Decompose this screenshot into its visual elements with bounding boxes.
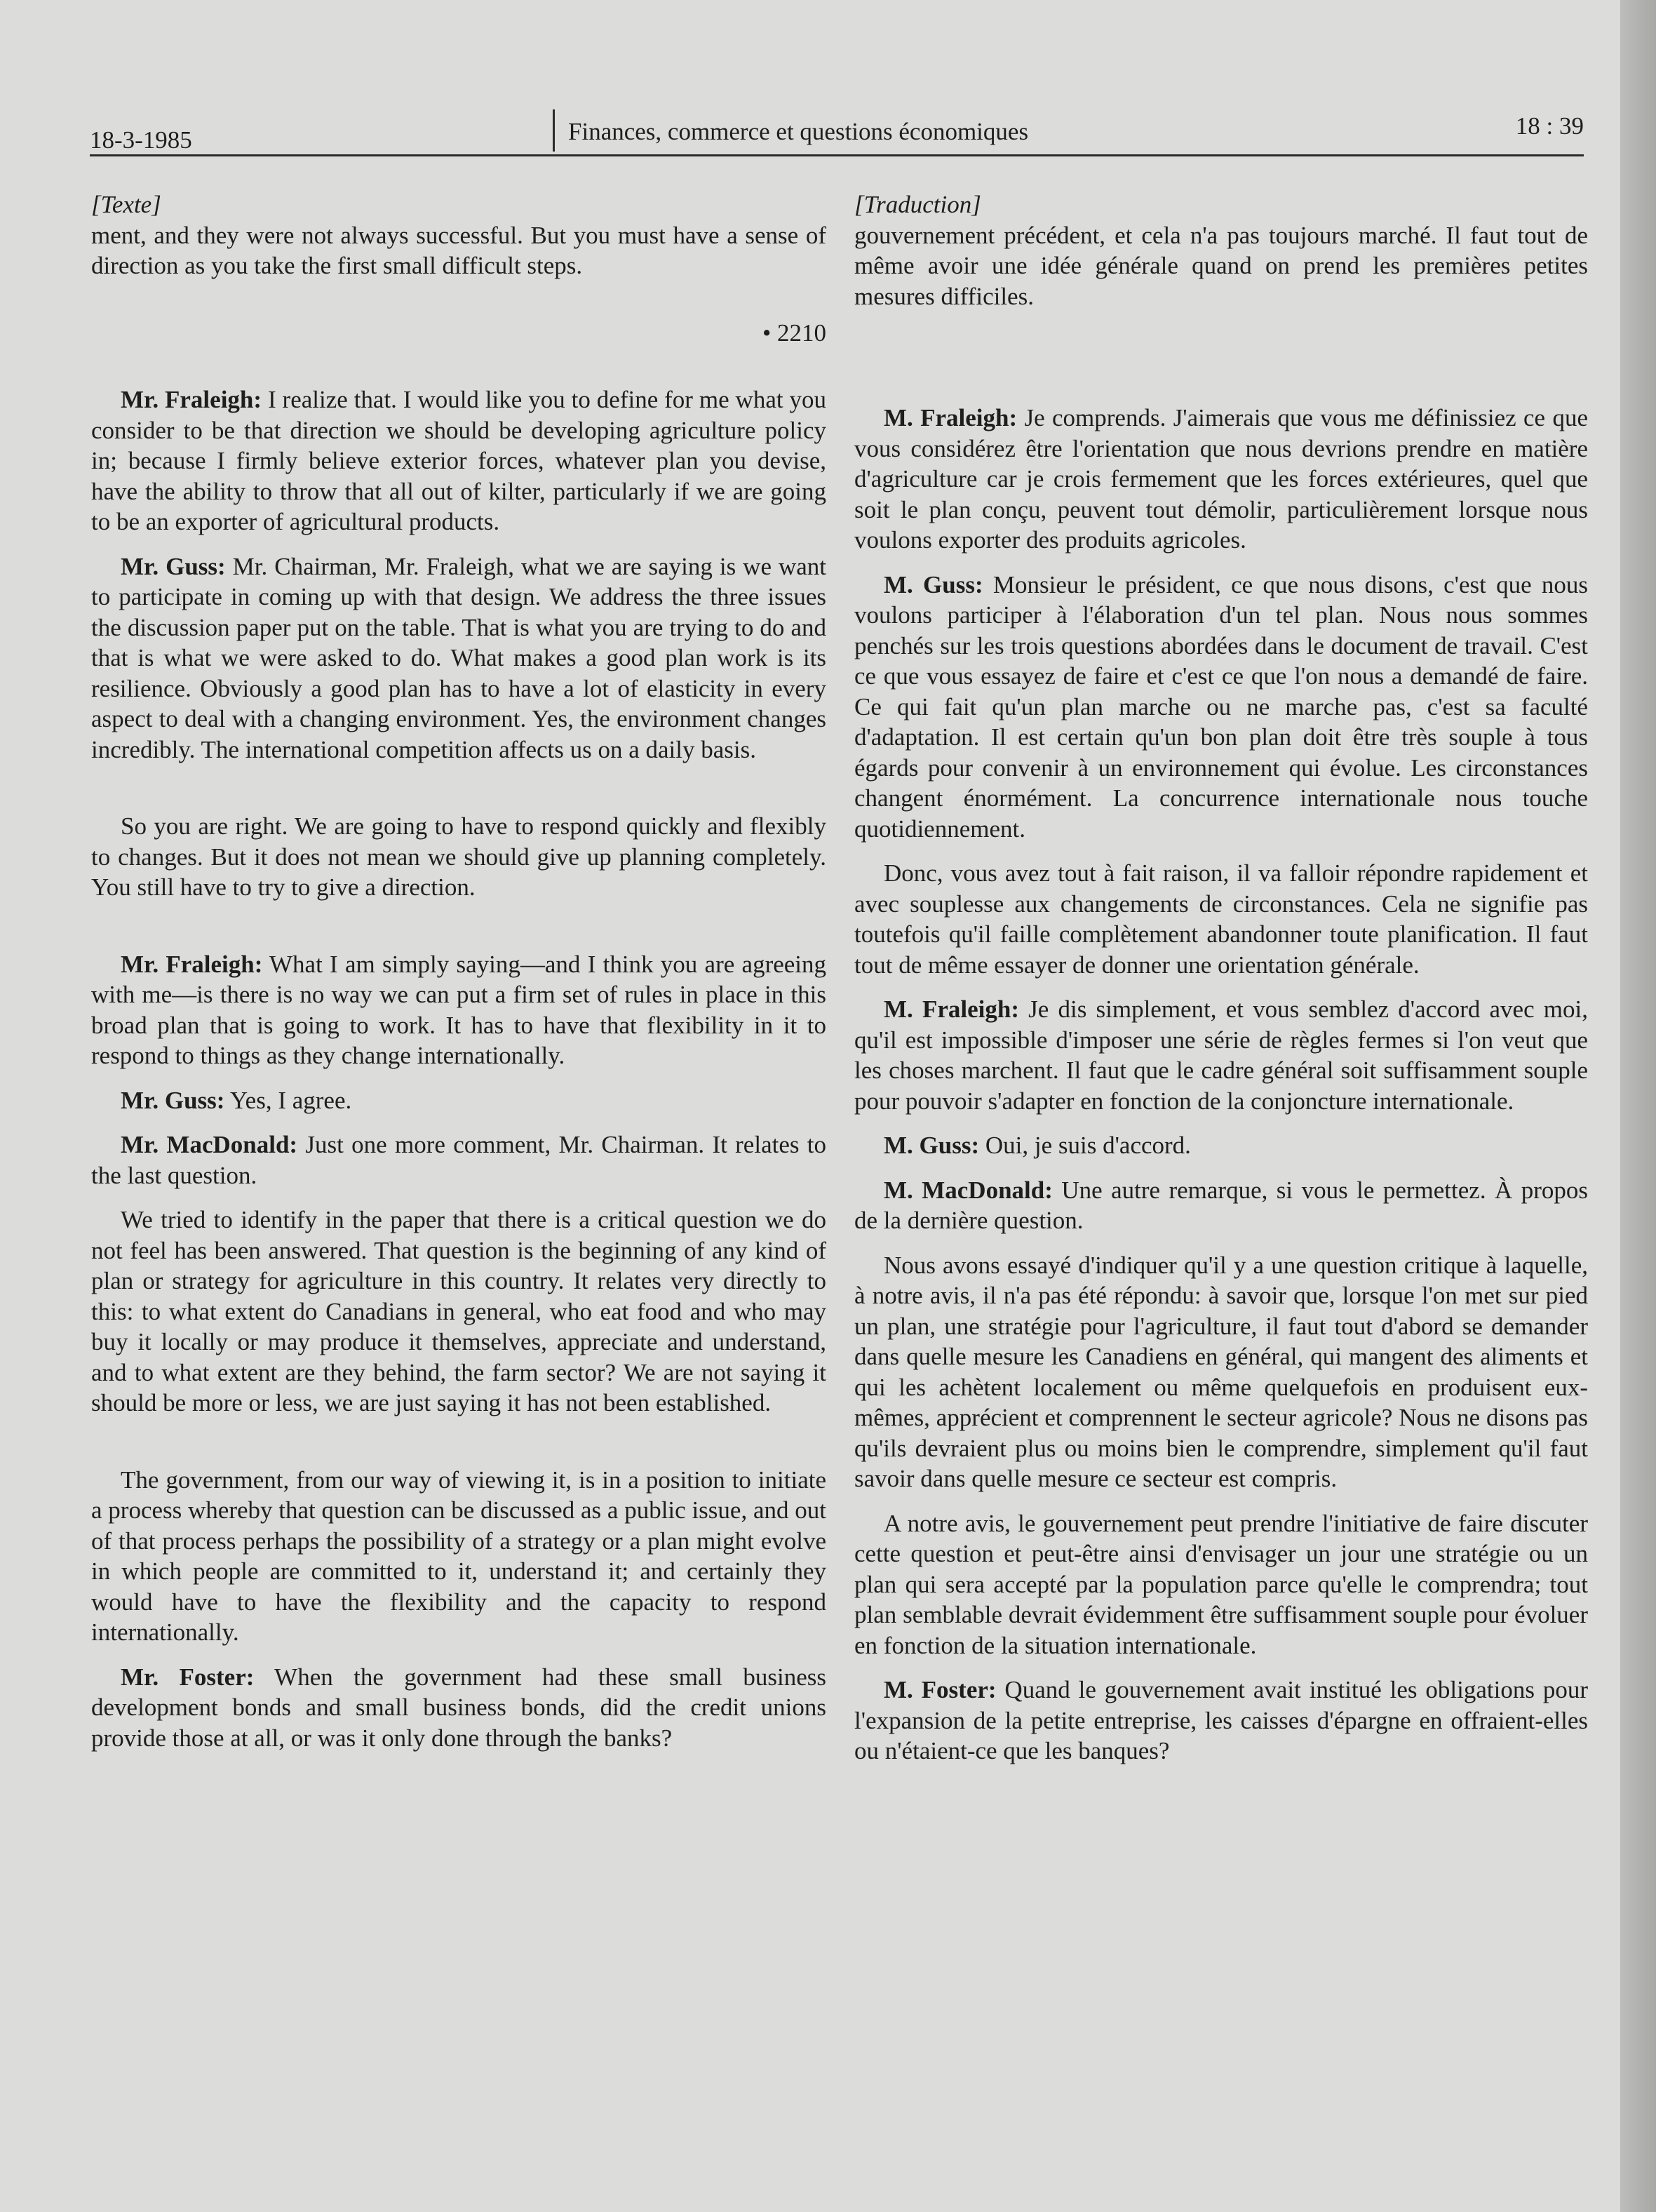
speaker-name: M. MacDonald:: [884, 1176, 1053, 1204]
speech-text: Quand le gouvernement avait institué les obligations pour l'expansion de la petite entreprise, les caisses d'épargne en offraient-elles ou n'étaient-ce que les banques?: [854, 1676, 1588, 1764]
paragraph: [854, 570, 1588, 845]
header-page-number: 18 : 39: [1515, 112, 1584, 140]
paragraph: [91, 949, 826, 1071]
english-column: [91, 189, 826, 1767]
page-header: [90, 112, 1584, 156]
header-date: 18-3-1985: [90, 126, 192, 154]
speech-text: Just one more comment, Mr. Chairman. It relates to the last question.: [91, 1131, 827, 1189]
paragraph: The government, from our way of viewing it, is in a position to initiate a process whereby that question can be discussed as a public issue, and out of that process perhaps the possibility of a strategy or a plan might evolve in which people are committed to it, understand it; and certainly they would have to have the flexibility and the capacity to respond internationally.: [91, 1466, 826, 1646]
speech-text: When the government had these small business development bonds and small business bonds, did the credit unions provide those at all, or was it only done through the banks?: [91, 1663, 826, 1752]
paragraph: [854, 994, 1588, 1116]
paragraph: [91, 1662, 826, 1754]
speaker-name: M. Guss:: [884, 1132, 980, 1159]
paragraph: A notre avis, le gouvernement peut prendre l'initiative de faire discuter cette question et peut-être ainsi d'envisager un jour une stratégie ou un plan qui sera accepté par la population parce qu'elle le comprendra; tout plan semblable devrait évidemment être suffisamment souple pour évoluer en fonction de la situation internationale.: [854, 1509, 1588, 1659]
paragraph: ment, and they were not always successful. But you must have a sense of direction as you take the first small difficult steps.: [91, 221, 826, 279]
paragraph: [91, 1130, 826, 1191]
speaker-name: M. Foster:: [884, 1676, 997, 1703]
speaker-name: Mr. Fraleigh:: [121, 950, 263, 978]
speech-text: Yes, I agree.: [224, 1086, 352, 1114]
paragraph: [91, 1085, 826, 1116]
french-column: [854, 189, 1588, 1781]
spacer: [91, 779, 826, 811]
paragraph: [854, 1130, 1588, 1161]
speech-text: Je comprends. J'aimerais que vous me définissiez ce que vous considérez être l'orientation que nous devrions prendre en matière d'agriculture car je crois fermement que les forces extérieures, quel que soit le plan conçu, peuvent tout démolir, particulièrement lorsque nous voulons exporter des produits agricoles.: [854, 404, 1588, 554]
paragraph: Donc, vous avez tout à fait raison, il va falloir répondre rapidement et avec souplesse aux changements de circonstances. Cela ne signifie pas toutefois qu'il faille complètement abandonner toute planification. Il faut tout de même essayer de donner une orientation générale.: [854, 859, 1588, 979]
spacer: [91, 917, 826, 949]
paragraph: [91, 384, 826, 537]
paragraph: We tried to identify in the paper that there is a critical question we do not feel has been answered. That question is the beginning of any kind of plan or strategy for agriculture in this country. It relates very directly to this: to what extent do Canadians in general, who eat food and who may buy it locally or may produce it themselves, appreciate and understand, and to what extent are they behind, the farm sector? We are not saying it should be more or less, we are just saying it has not been established.: [91, 1206, 826, 1416]
speech-text: Monsieur le président, ce que nous disons, c'est que nous voulons participer à l'élaboration d'un tel plan. Nous nous sommes penchés sur les trois questions abordées dans le document de travail. C'est ce que vous essayez de faire et c'est ce que l'on nous a demandé de faire. Ce qui fait qu'un plan marche ou ne marche pas, c'est sa faculté d'adaptation. Il est certain qu'un bon plan doit être très souple à tous égards pour convenir à un environnement qui évolue. Les circonstances changent énormément. La concurrence internationale nous touche quotidiennement.: [854, 570, 1588, 843]
paragraph: Nous avons essayé d'indiquer qu'il y a une question critique à laquelle, à notre avis, il n'a pas été répondu: à savoir que, lorsque l'on met sur pied un plan, une stratégie pour l'agriculture, il faut tout d'abord se demander dans quelle mesure les Canadiens en général, qui mangent des aliments et qui les achètent localement ou même quelquefois en produisent eux-mêmes, apprécient et comprennent le secteur agricole? Nous ne disons pas qu'ils devraient plus ou moins bien le comprendre, simplement qu'il faut savoir dans quelle mesure ce secteur est compris.: [854, 1251, 1588, 1492]
speaker-name: M. Fraleigh:: [884, 404, 1018, 431]
speaker-name: Mr. Fraleigh:: [121, 386, 262, 413]
header-divider: [553, 109, 555, 152]
paragraph: So you are right. We are going to have to respond quickly and flexibly to changes. But it does not mean we should give up planning completely. You still have to try to give a direction.: [91, 812, 826, 901]
speaker-name: Mr. Foster:: [121, 1663, 255, 1691]
spacer: [854, 326, 1588, 403]
paragraph: [854, 403, 1588, 556]
paragraph: [854, 1175, 1588, 1236]
timestamp: • 2210: [762, 319, 826, 347]
speaker-name: M. Fraleigh:: [884, 996, 1019, 1023]
paragraph: gouvernement précédent, et cela n'a pas toujours marché. Il faut tout de même avoir une idée générale quand on prend les premières petites mesures difficiles.: [854, 221, 1588, 310]
paragraph: [854, 1675, 1588, 1767]
speech-text: Oui, je suis d'accord.: [979, 1132, 1191, 1159]
column-label: [Texte]: [91, 191, 161, 218]
speaker-name: Mr. Guss:: [121, 1086, 225, 1114]
speech-text: What I am simply saying—and I think you are agreeing with me—is there is no way we can put a firm set of rules in place in this broad plan that is going to work. It has to have that flexibility in it to respond to things as they change internationally.: [91, 950, 827, 1069]
speaker-name: Mr. Guss:: [121, 552, 226, 580]
paragraph: [91, 551, 826, 765]
page-edge: [1620, 0, 1656, 2212]
speech-text: Une autre remarque, si vous le permettez. À propos de la dernière question.: [854, 1176, 1588, 1234]
spacer: [91, 1433, 826, 1465]
column-label: [Traduction]: [854, 191, 981, 218]
speaker-name: M. Guss:: [884, 570, 983, 598]
speaker-name: Mr. MacDonald:: [121, 1131, 298, 1158]
speech-text: I realize that. I would like you to define for me what you consider to be that direction we should be developing agriculture policy in; because I firmly believe exterior forces, whatever plan you devise, have the ability to throw that all out of kilter, particularly if we are going to be an exporter of agricultural products.: [91, 386, 827, 535]
header-title: Finances, commerce et questions économiques: [568, 118, 1029, 145]
speech-text: Mr. Chairman, Mr. Fraleigh, what we are saying is we want to participate in coming up with that design. We address the three issues the discussion paper put on the table. That is what you are trying to do and that is what we were asked to do. What makes a good plan work is its resilience. Obviously a good plan has to have a lot of elasticity in every aspect to deal with a changing environment. Yes, the environment changes incredibly. The international competition affects us on a daily basis.: [91, 552, 826, 763]
speech-text: Je dis simplement, et vous semblez d'accord avec moi, qu'il est impossible d'imposer une série de règles fermes si l'on veut que les choses marchent. Il faut que le cadre général soit suffisamment souple pour pouvoir s'adapter en fonction de la conjoncture internationale.: [854, 996, 1588, 1115]
